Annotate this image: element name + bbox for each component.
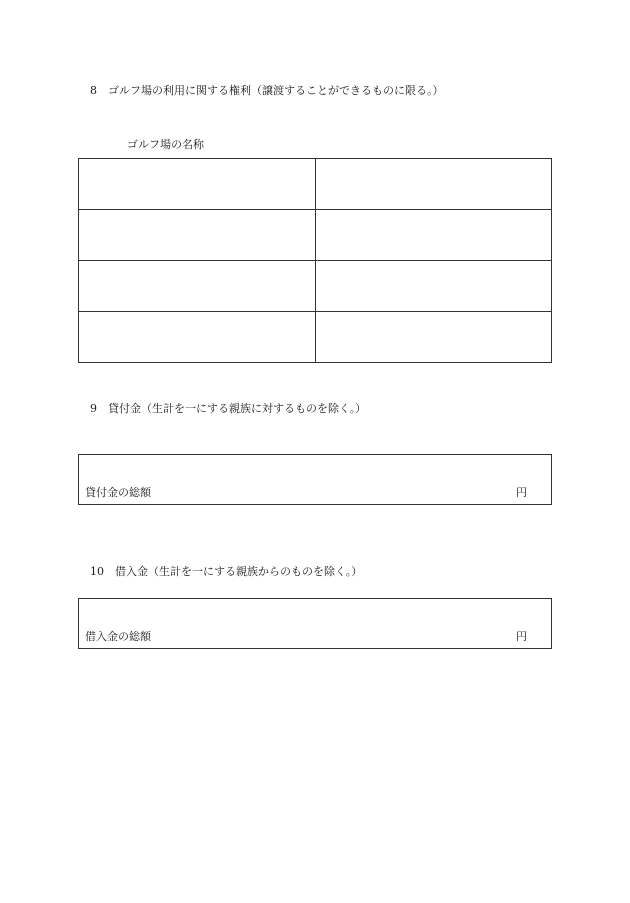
table-cell[interactable] xyxy=(79,210,316,261)
table-cell[interactable] xyxy=(315,312,552,363)
table-row xyxy=(79,210,552,261)
loan-payable-total-field[interactable] xyxy=(78,598,552,649)
table-cell[interactable] xyxy=(315,210,552,261)
loan-receivable-total-label: 貸付金の総額 xyxy=(85,486,151,499)
table-row xyxy=(79,159,552,210)
yen-unit: 円 xyxy=(516,630,527,643)
yen-unit: 円 xyxy=(516,486,527,499)
loan-payable-total-label: 借入金の総額 xyxy=(85,630,151,643)
section-10-heading: 10 借入金（生計を一にする親族からのものを除く。） xyxy=(90,565,363,578)
table-cell[interactable] xyxy=(79,261,316,312)
table-row xyxy=(79,312,552,363)
section-9-heading: 9 貸付金（生計を一にする親族に対するものを除く。） xyxy=(90,402,367,415)
loan-receivable-total-field[interactable] xyxy=(78,454,552,505)
table-cell[interactable] xyxy=(315,261,552,312)
golf-course-name-label: ゴルフ場の名称 xyxy=(127,138,204,151)
table-row xyxy=(79,261,552,312)
golf-course-table xyxy=(78,158,552,363)
table-cell[interactable] xyxy=(79,159,316,210)
table-cell[interactable] xyxy=(79,312,316,363)
section-8-heading: 8 ゴルフ場の利用に関する権利（譲渡することができるものに限る。） xyxy=(90,84,444,97)
table-cell[interactable] xyxy=(315,159,552,210)
